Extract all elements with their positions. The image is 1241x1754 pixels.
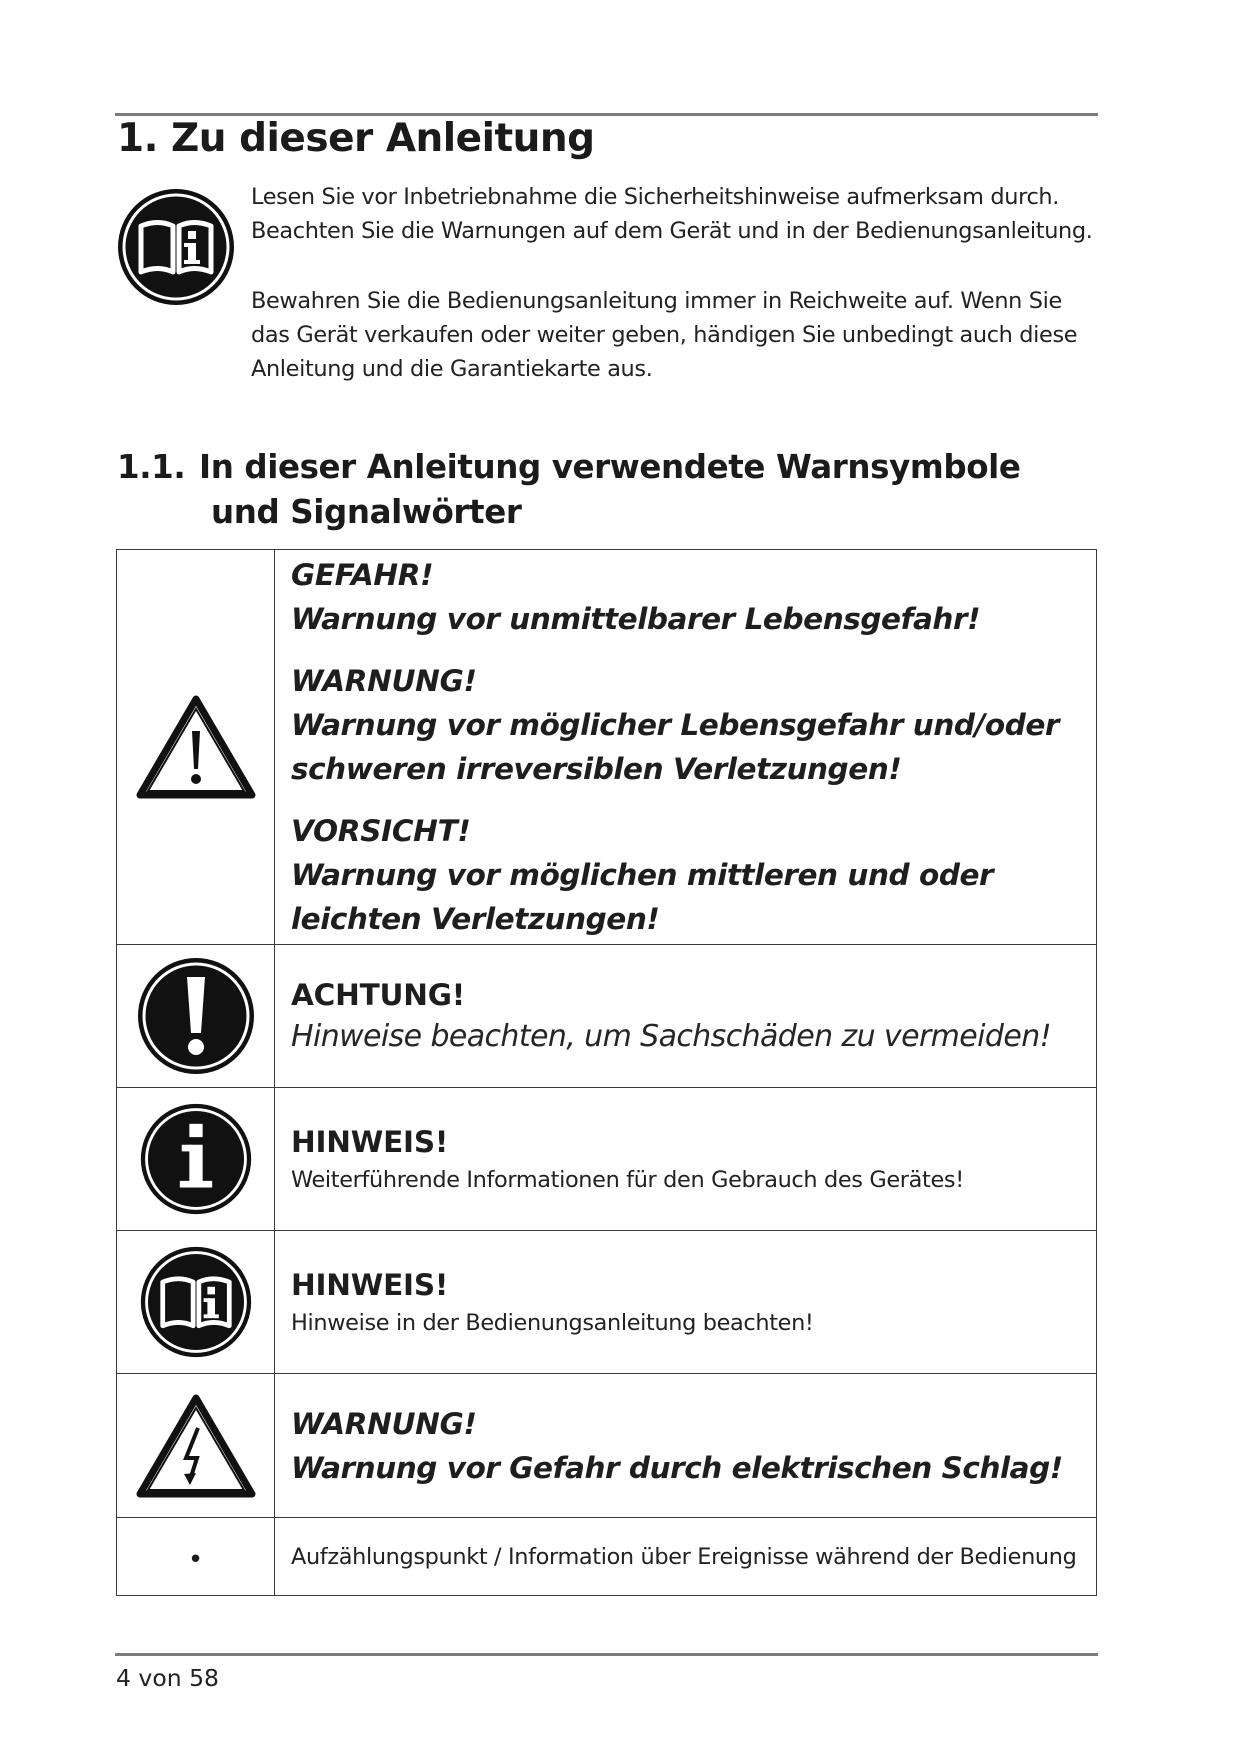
- warning-entry: [291, 659, 1086, 791]
- exclamation-circle-icon: [135, 955, 257, 1077]
- bottom-rule: [115, 1653, 1098, 1656]
- table-icon-cell: [117, 1374, 275, 1518]
- table-row: [117, 550, 1097, 945]
- table-icon-cell: [117, 1518, 275, 1596]
- page-number: 4 von 58: [116, 1664, 219, 1692]
- signal-description: Warnung vor möglichen mittleren und oder leichten Verletzungen!: [291, 858, 994, 936]
- signal-word-warnung: WARNUNG!: [291, 1406, 477, 1441]
- subsection-title-line2: und Signalwörter: [211, 493, 522, 531]
- section-title: Zu dieser Anleitung: [171, 116, 595, 161]
- section-number: 1.: [117, 116, 158, 161]
- table-text-cell: [275, 945, 1097, 1088]
- section-heading: [117, 116, 595, 161]
- signal-word-achtung: ACHTUNG!: [291, 978, 466, 1012]
- signal-description: Warnung vor unmittelbarer Lebensgefahr!: [291, 602, 981, 636]
- table-text-cell: [275, 1374, 1097, 1518]
- intro-paragraph-1: Lesen Sie vor Inbetriebnahme die Sicherheitshinweise aufmerksam durch. Beachten Sie die Warnungen auf dem Gerät und in der Bedienungsanleitung.: [251, 184, 1093, 244]
- signal-description: Weiterführende Informationen für den Gebrauch des Gerätes!: [291, 1167, 964, 1193]
- bullet-icon: •: [187, 1544, 204, 1575]
- danger-entry: [291, 553, 1086, 641]
- electric-shock-icon: [134, 1392, 258, 1500]
- caution-entry: [291, 809, 1086, 941]
- table-row: [117, 1231, 1097, 1374]
- signal-word-hinweis: HINWEIS!: [291, 1125, 449, 1159]
- warning-triangle-icon: [134, 693, 258, 801]
- table-icon-cell: [117, 1231, 275, 1374]
- table-text-cell: [275, 1518, 1097, 1596]
- signal-description: Hinweise in der Bedienungsanleitung beachten!: [291, 1310, 814, 1336]
- table-icon-cell: [117, 550, 275, 945]
- subsection-number: 1.1.: [117, 448, 186, 486]
- signal-word-gefahr: GEFAHR!: [291, 558, 434, 592]
- manual-info-icon: [138, 1244, 254, 1360]
- signal-word-vorsicht: VORSICHT!: [291, 814, 471, 848]
- manual-info-icon: [115, 186, 237, 308]
- signal-word-hinweis: HINWEIS!: [291, 1268, 449, 1302]
- table-text-cell: [275, 1231, 1097, 1374]
- table-text-cell: [275, 550, 1097, 945]
- table-row: [117, 1374, 1097, 1518]
- info-circle-icon: [138, 1101, 254, 1217]
- table-row: [117, 945, 1097, 1088]
- signal-word-warnung: WARNUNG!: [291, 664, 477, 698]
- bullet-description: Aufzählungspunkt / Information über Ereignisse während der Bedienung: [291, 1543, 1077, 1570]
- signal-description: Warnung vor Gefahr durch elektrischen Schlag!: [291, 1450, 1063, 1485]
- signal-description: Hinweise beachten, um Sachschäden zu vermeiden!: [291, 1019, 1052, 1054]
- warning-symbols-table: [116, 549, 1097, 1596]
- subsection-title-line1: In dieser Anleitung verwendete Warnsymbole: [199, 448, 1021, 486]
- subsection-heading: [117, 445, 1021, 535]
- intro-paragraph-2: Bewahren Sie die Bedienungsanleitung immer in Reichweite auf. Wenn Sie das Gerät verkaufen oder weiter geben, händigen Sie unbedingt auch diese Anleitung und die Garantiekarte aus.: [251, 288, 1078, 382]
- table-text-cell: [275, 1088, 1097, 1231]
- table-row: [117, 1088, 1097, 1231]
- signal-description: Warnung vor möglicher Lebensgefahr und/oder schweren irreversiblen Verletzungen!: [291, 708, 1060, 786]
- table-icon-cell: [117, 1088, 275, 1231]
- table-icon-cell: [117, 945, 275, 1088]
- table-row: [117, 1518, 1097, 1596]
